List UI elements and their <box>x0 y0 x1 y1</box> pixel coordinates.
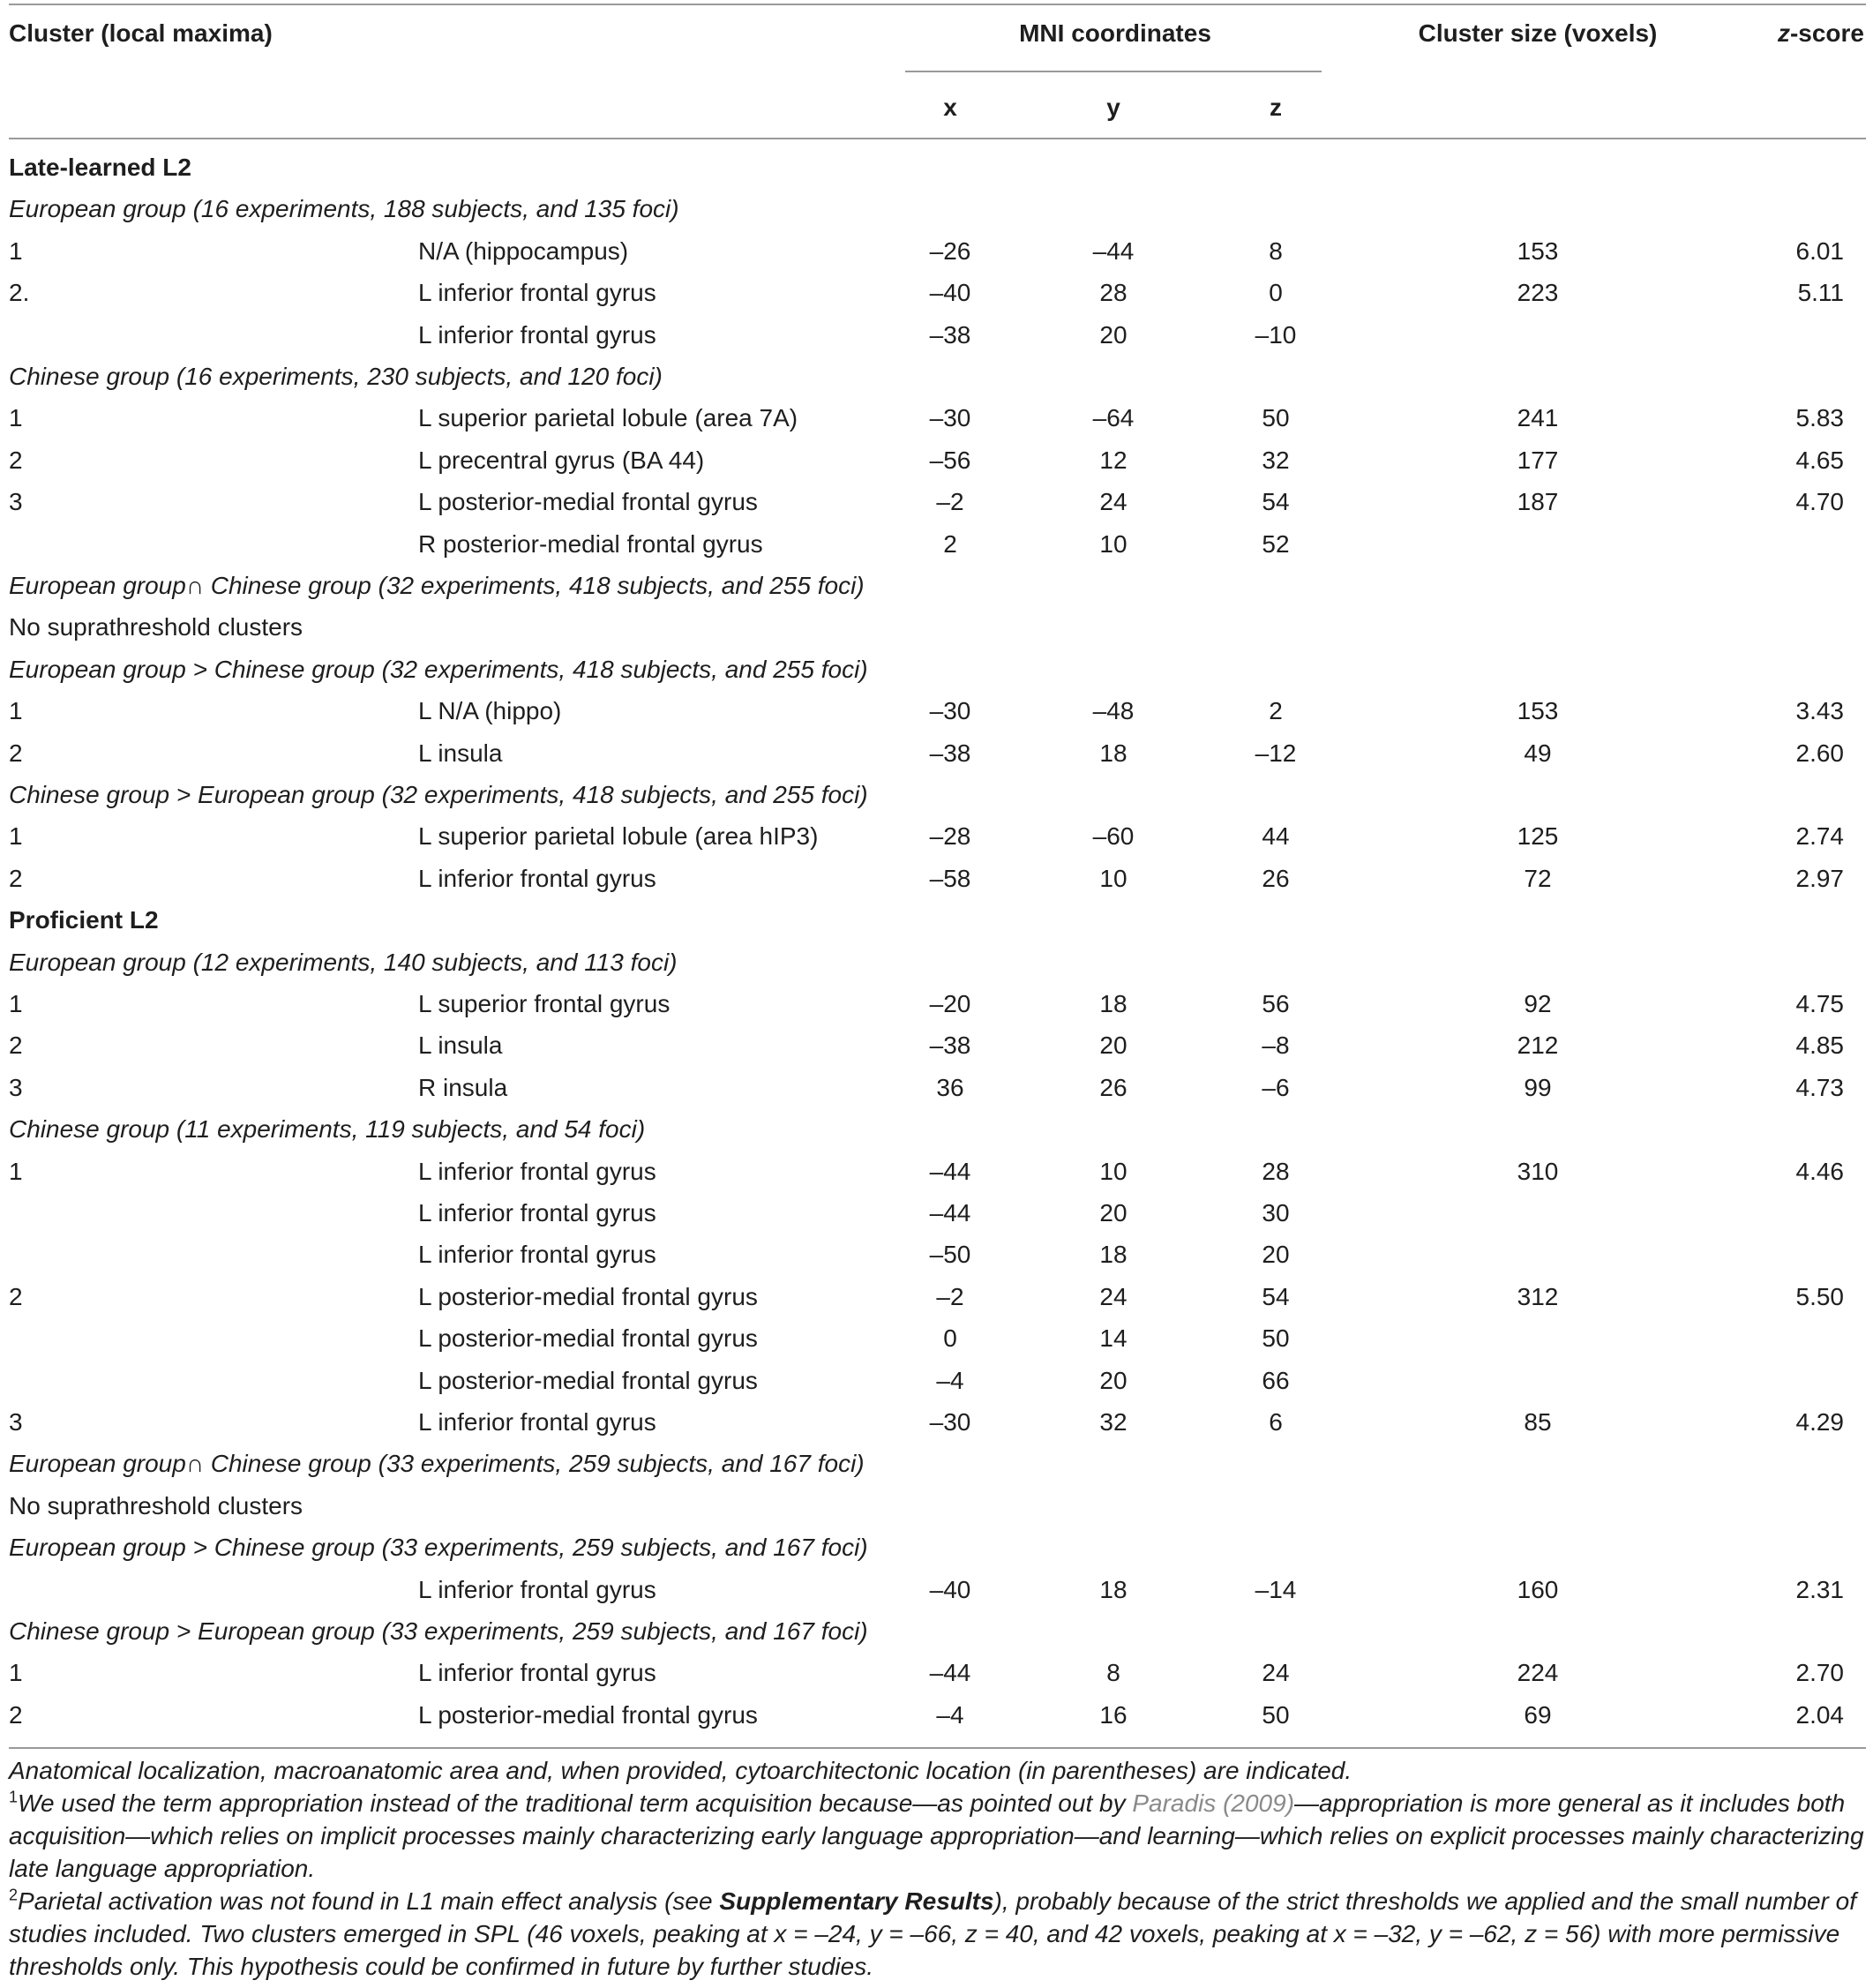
cell-x: –44 <box>929 1199 971 1227</box>
cell-num: 1 <box>9 697 23 725</box>
cell-z: 54 <box>1262 1282 1290 1310</box>
cell-x: –38 <box>929 739 971 767</box>
cell-x: –50 <box>929 1241 971 1269</box>
cell-zscore: 4.29 <box>1795 1408 1844 1436</box>
cell-z: 50 <box>1262 404 1290 432</box>
cell-region: L posterior-medial frontal gyrus <box>418 1324 758 1353</box>
plain-label: No suprathreshold clusters <box>9 613 303 641</box>
cell-num: 1 <box>9 990 23 1017</box>
cell-z: –14 <box>1255 1575 1297 1603</box>
cell-region: L inferior frontal gyrus <box>418 1157 656 1185</box>
cell-region: L insula <box>418 1032 503 1060</box>
cell-size: 312 <box>1517 1282 1559 1310</box>
cell-z: 56 <box>1262 990 1290 1017</box>
cell-y: 20 <box>1099 1199 1128 1227</box>
cell-x: –28 <box>929 822 971 851</box>
header-y: y <box>1106 94 1120 121</box>
cell-region: L inferior frontal gyrus <box>418 279 656 307</box>
group-label: European group∩ Chinese group (33 experiments, 259 subjects, and 167 foci) <box>9 1450 865 1478</box>
cell-y: 20 <box>1099 320 1128 349</box>
cell-size: 223 <box>1517 279 1559 307</box>
cell-num: 2. <box>9 279 30 307</box>
cell-num: 1 <box>9 1659 23 1687</box>
cell-x: –40 <box>929 1575 971 1603</box>
header-cluster-size: Cluster size (voxels) <box>1418 19 1658 47</box>
cell-y: 20 <box>1099 1366 1128 1394</box>
cell-zscore: 2.60 <box>1795 739 1844 767</box>
cell-y: –44 <box>1092 236 1135 265</box>
cell-z: 24 <box>1262 1659 1290 1687</box>
cell-y: 18 <box>1099 739 1128 767</box>
cell-region: L inferior frontal gyrus <box>418 320 656 349</box>
cell-y: 10 <box>1099 1157 1128 1185</box>
cell-y: 16 <box>1099 1700 1128 1729</box>
cell-z: 20 <box>1262 1241 1290 1269</box>
group-label: European group (16 experiments, 188 subjects, and 135 foci) <box>9 195 679 223</box>
cell-region: L inferior frontal gyrus <box>418 1575 656 1603</box>
cell-size: 177 <box>1517 446 1559 474</box>
cell-z: 28 <box>1262 1157 1290 1185</box>
cell-size: 49 <box>1524 739 1552 767</box>
cell-z: 44 <box>1262 822 1290 851</box>
cell-region: L inferior frontal gyrus <box>418 864 656 892</box>
cell-y: 18 <box>1099 990 1128 1017</box>
cell-zscore: 4.46 <box>1795 1157 1844 1185</box>
cell-size: 187 <box>1517 488 1559 516</box>
cell-y: 18 <box>1099 1575 1128 1603</box>
cell-region: L insula <box>418 739 503 767</box>
cell-zscore: 5.11 <box>1797 279 1844 307</box>
cell-y: 24 <box>1099 1282 1128 1310</box>
cell-size: 85 <box>1524 1408 1552 1436</box>
footnote-1-text: We used the term appropriation instead of the traditional term acquisition because—as pointed out by <box>18 1789 1133 1817</box>
cell-size: 153 <box>1517 697 1559 725</box>
cell-x: –40 <box>929 279 971 307</box>
cell-x: –38 <box>929 1032 971 1060</box>
cell-region: L superior frontal gyrus <box>418 990 671 1017</box>
cell-z: 32 <box>1262 446 1290 474</box>
cell-num: 2 <box>9 864 23 892</box>
section-label: Proficient L2 <box>9 906 159 934</box>
cell-y: 8 <box>1106 1659 1120 1687</box>
cell-z: 54 <box>1262 488 1290 516</box>
cell-zscore: 5.50 <box>1795 1282 1844 1310</box>
group-label: European group > Chinese group (33 experiments, 259 subjects, and 167 foci) <box>9 1534 868 1562</box>
cell-num: 1 <box>9 822 23 851</box>
cell-x: 0 <box>943 1324 957 1353</box>
cell-region: L superior parietal lobule (area hIP3) <box>418 822 819 851</box>
header-mni: MNI coordinates <box>1019 19 1211 47</box>
group-label: Chinese group > European group (33 experiments, 259 subjects, and 167 foci) <box>9 1617 868 1645</box>
footnote-2-mark: 2 <box>9 1886 19 1904</box>
cell-size: 69 <box>1524 1700 1552 1729</box>
cell-zscore: 4.65 <box>1795 446 1844 474</box>
cell-num: 1 <box>9 404 23 432</box>
cell-region: L precentral gyrus (BA 44) <box>418 446 705 474</box>
cell-z: 66 <box>1262 1366 1290 1394</box>
cell-zscore: 2.04 <box>1795 1700 1844 1729</box>
cell-x: –30 <box>929 404 971 432</box>
cell-size: 99 <box>1524 1073 1552 1101</box>
cell-region: R posterior-medial frontal gyrus <box>418 529 763 558</box>
cell-y: 20 <box>1099 1032 1128 1060</box>
cell-zscore: 3.43 <box>1795 697 1844 725</box>
header-z: z <box>1270 94 1282 121</box>
cell-y: 10 <box>1099 864 1128 892</box>
footnote-1 <box>9 1787 1866 1885</box>
cell-zscore: 2.70 <box>1795 1659 1844 1687</box>
group-label: Chinese group (16 experiments, 230 subjects, and 120 foci) <box>9 363 663 390</box>
cell-x: –4 <box>936 1700 964 1729</box>
cell-zscore: 2.97 <box>1795 864 1844 892</box>
cell-region: L inferior frontal gyrus <box>418 1241 656 1269</box>
cell-region: L posterior-medial frontal gyrus <box>418 1282 758 1310</box>
cell-region: L posterior-medial frontal gyrus <box>418 1366 758 1394</box>
cell-size: 241 <box>1517 404 1559 432</box>
cell-z: 8 <box>1269 236 1283 265</box>
cell-num: 3 <box>9 1408 23 1436</box>
cell-num: 1 <box>9 236 23 265</box>
group-label: European group > Chinese group (32 experiments, 418 subjects, and 255 foci) <box>9 655 868 683</box>
cell-y: 12 <box>1099 446 1128 474</box>
plain-label: No suprathreshold clusters <box>9 1491 303 1519</box>
cell-x: –2 <box>936 488 964 516</box>
cell-y: –64 <box>1092 404 1135 432</box>
cell-x: –30 <box>929 1408 971 1436</box>
footnotes <box>9 1754 1866 1983</box>
cell-size: 72 <box>1524 864 1552 892</box>
cell-num: 3 <box>9 1073 23 1101</box>
cell-num: 2 <box>9 1032 23 1060</box>
paradis-citation-link[interactable]: Paradis (2009) <box>1132 1789 1295 1817</box>
cell-y: –60 <box>1092 822 1135 851</box>
cell-region: N/A (hippocampus) <box>418 236 629 265</box>
group-label: Chinese group (11 experiments, 119 subjects, and 54 foci) <box>9 1115 646 1144</box>
cell-x: –4 <box>936 1366 964 1394</box>
cell-region: L superior parietal lobule (area 7A) <box>418 404 798 432</box>
cell-z: 30 <box>1262 1199 1290 1227</box>
cell-region: L N/A (hippo) <box>418 697 562 725</box>
cell-y: –48 <box>1092 697 1135 725</box>
footnote-1-mark: 1 <box>9 1788 19 1806</box>
cell-y: 18 <box>1099 1241 1128 1269</box>
cell-region: L inferior frontal gyrus <box>418 1408 656 1436</box>
cell-z: –10 <box>1255 320 1297 349</box>
cell-z: 0 <box>1269 279 1283 307</box>
section-label: Late-learned L2 <box>9 154 191 181</box>
header-zscore-z: z <box>1777 19 1790 47</box>
cell-y: 26 <box>1099 1073 1128 1101</box>
cell-zscore: 6.01 <box>1795 236 1844 265</box>
cell-x: 36 <box>936 1073 964 1101</box>
cell-zscore: 4.85 <box>1795 1032 1844 1060</box>
supplementary-results-link[interactable]: Supplementary Results <box>719 1887 994 1915</box>
header-x: x <box>943 94 957 121</box>
footnote-2-rest: ), probably because of the strict thresholds we applied and the small number of studies included. Two clusters emerged in SPL (46 voxels, peaking at x = –24, y = –66, z = 40, and 42 voxels, peaking at x = –32, y = –62, z = 56) with more permissive thresholds only. This hypothesis could be confirmed in future by further studies. <box>9 1887 1856 1980</box>
table-note: Anatomical localization, macroanatomic area and, when provided, cytoarchitectonic location (in parentheses) are indicated. <box>9 1757 1352 1784</box>
cell-y: 32 <box>1099 1408 1128 1436</box>
cell-x: –20 <box>929 990 971 1017</box>
cell-size: 160 <box>1517 1575 1559 1603</box>
cell-z: 6 <box>1269 1408 1283 1436</box>
cell-z: –8 <box>1262 1032 1290 1060</box>
cell-x: –2 <box>936 1282 964 1310</box>
footnote-2 <box>9 1885 1866 1983</box>
cell-x: –56 <box>929 446 971 474</box>
bottom-rule <box>9 1747 1866 1749</box>
cell-size: 125 <box>1517 822 1559 851</box>
cell-size: 212 <box>1517 1032 1559 1060</box>
cell-x: 2 <box>943 529 957 558</box>
cell-zscore: 4.73 <box>1795 1073 1844 1101</box>
cell-region: L posterior-medial frontal gyrus <box>418 1700 758 1729</box>
cell-region: L posterior-medial frontal gyrus <box>418 488 758 516</box>
group-label: European group (12 experiments, 140 subjects, and 113 foci) <box>9 948 678 976</box>
cell-zscore: 5.83 <box>1795 404 1844 432</box>
cell-y: 24 <box>1099 488 1128 516</box>
group-label: Chinese group > European group (32 experiments, 418 subjects, and 255 foci) <box>9 781 868 808</box>
footnote-1-rest: —appropriation is more general as it includes both acquisition—which relies on implicit processes mainly characterizing early language appropriation—and learning—which relies on explicit processes mainly characterizing late language appropriation. <box>9 1789 1864 1882</box>
header-cluster: Cluster (local maxima) <box>9 19 273 47</box>
cell-z: 2 <box>1269 697 1283 725</box>
cell-num: 2 <box>9 739 23 767</box>
cell-zscore: 2.31 <box>1795 1575 1844 1603</box>
cell-x: –58 <box>929 864 971 892</box>
cell-num: 2 <box>9 1282 23 1310</box>
cell-num: 2 <box>9 446 23 474</box>
cell-z: 52 <box>1262 529 1290 558</box>
header-zscore <box>1778 19 1864 48</box>
cell-region: R insula <box>418 1073 508 1101</box>
cell-region: L inferior frontal gyrus <box>418 1199 656 1227</box>
cell-size: 92 <box>1524 990 1552 1017</box>
cell-num: 3 <box>9 488 23 516</box>
cell-x: –30 <box>929 697 971 725</box>
header-rule <box>9 138 1866 139</box>
cell-num: 2 <box>9 1700 23 1729</box>
cell-zscore: 4.75 <box>1795 990 1844 1017</box>
cell-x: –38 <box>929 320 971 349</box>
cell-z: 50 <box>1262 1324 1290 1353</box>
cell-y: 14 <box>1099 1324 1128 1353</box>
header-zscore-suffix: -score <box>1789 19 1864 47</box>
cell-size: 224 <box>1517 1659 1559 1687</box>
footnote-2-text: Parietal activation was not found in L1 main effect analysis (see <box>18 1887 720 1915</box>
cell-size: 153 <box>1517 236 1559 265</box>
cell-zscore: 2.74 <box>1795 822 1844 851</box>
cell-z: –6 <box>1262 1073 1290 1101</box>
cell-z: –12 <box>1255 739 1297 767</box>
cell-x: –26 <box>929 236 971 265</box>
group-label: European group∩ Chinese group (32 experiments, 418 subjects, and 255 foci) <box>9 572 865 599</box>
cell-zscore: 4.70 <box>1795 488 1844 516</box>
cell-region: L inferior frontal gyrus <box>418 1659 656 1687</box>
mni-underline <box>905 71 1322 72</box>
cell-size: 310 <box>1517 1157 1559 1185</box>
top-rule <box>9 4 1866 5</box>
cell-num: 1 <box>9 1157 23 1185</box>
cell-z: 50 <box>1262 1700 1290 1729</box>
cell-x: –44 <box>929 1157 971 1185</box>
cell-y: 10 <box>1099 529 1128 558</box>
cell-z: 26 <box>1262 864 1290 892</box>
cell-y: 28 <box>1099 279 1128 307</box>
cell-x: –44 <box>929 1659 971 1687</box>
